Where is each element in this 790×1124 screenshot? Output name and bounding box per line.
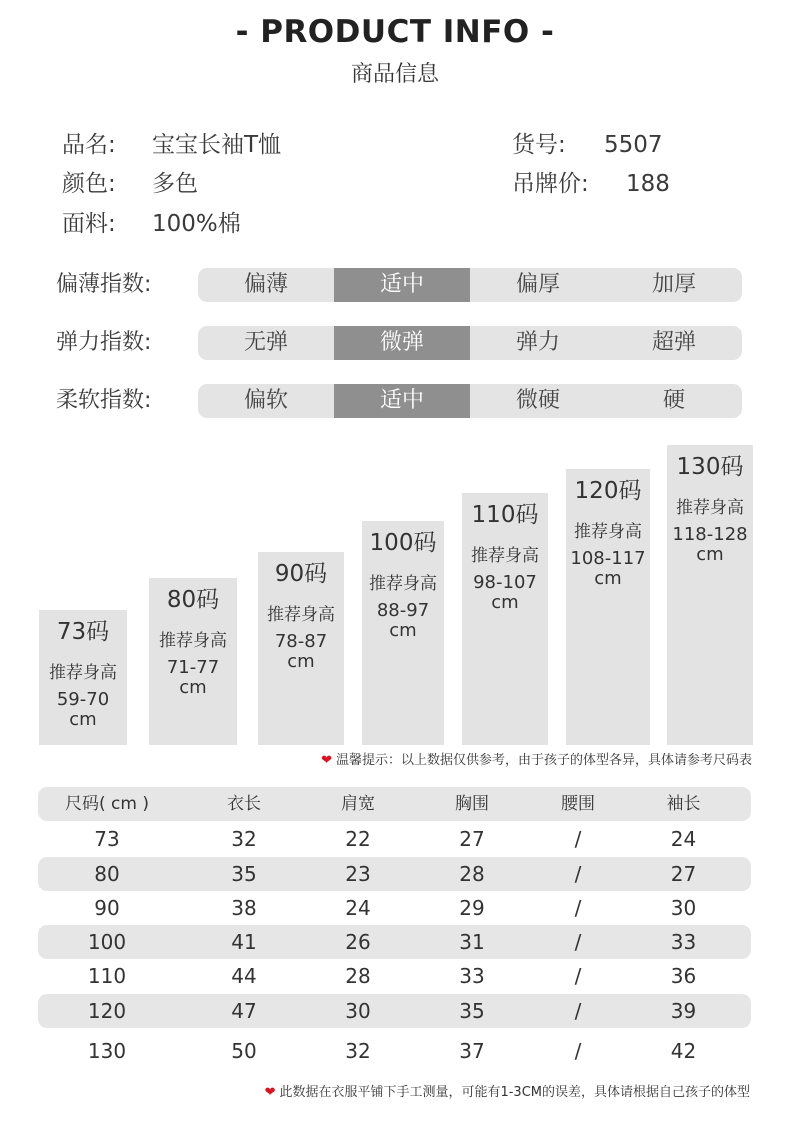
table-cell: 35 [459,999,485,1023]
title-cn: 商品信息 [350,62,439,87]
table-cell: 22 [345,827,371,851]
table-header-cell: 衣长 [227,794,261,814]
height-range: 59-70 [56,689,110,710]
table-cell: / [574,1039,582,1063]
info-name-label: 品名: [62,132,116,158]
index-option: 加厚 [651,272,696,297]
table-cell: 27 [670,862,697,886]
table-cell: 32 [345,1039,371,1063]
info-sku-value: 5507 [604,132,663,158]
heart-icon: ❤ [321,753,332,768]
table-cell: / [574,827,582,851]
recommend-label: 推荐身高 [676,498,744,518]
table-cell: 90 [94,896,120,920]
table-header-cell: 胸围 [455,794,489,814]
index-label: 偏薄指数: [56,272,152,297]
size-box [149,578,237,745]
heart-icon: ❤ [264,1085,276,1100]
info-price-label: 吊牌价: [512,171,589,197]
table-cell: 32 [231,827,257,851]
table-cell: / [574,862,582,886]
size-label: 110码 [471,502,539,528]
size-box [566,469,650,745]
table-cell: 24 [345,896,371,920]
height-range: 108-117 [570,548,646,569]
table-header-cell: 腰围 [561,794,595,814]
table-row [38,959,751,993]
index-bar [198,268,742,302]
measure-note-text: 此数据在衣服平铺下手工测量，可能有1-3CM的误差，具体请根据自己孩子的体型 [279,1085,750,1100]
size-box [667,445,753,745]
measure-note [265,1083,750,1103]
info-color-value: 多色 [152,171,198,197]
size-label: 90码 [274,561,328,587]
index-option-selected: 适中 [334,268,470,302]
table-cell: 37 [459,1039,485,1063]
table-cell: / [574,896,582,920]
index-label: 柔软指数: [56,388,152,413]
height-range: 78-87 [274,631,328,652]
table-row [38,925,751,959]
table-cell: 30 [345,999,371,1023]
table-cell: 29 [459,896,485,920]
size-box [258,552,344,745]
height-range: 71-77 [166,657,220,678]
size-note-text: 温馨提示：以上数据仅供参考，由于孩子的体型各异，具体请参考尺码表 [335,753,752,768]
height-unit: cm [491,592,519,613]
size-label: 130码 [676,454,744,480]
index-option: 超弹 [651,330,696,355]
size-label: 80码 [166,587,220,613]
table-cell: 33 [670,930,697,954]
size-box [39,610,127,745]
table-cell: / [574,964,582,988]
height-unit: cm [594,568,622,589]
table-cell: 41 [231,930,257,954]
table-cell: 27 [459,827,485,851]
index-option-selected: 微弹 [334,326,470,360]
table-cell: 30 [670,896,697,920]
table-cell: / [574,999,582,1023]
table-cell: 38 [231,896,257,920]
table-header-cell: 袖长 [666,794,701,814]
table-cell: 130 [87,1039,127,1063]
table-cell: 33 [459,964,485,988]
info-name-value: 宝宝长袖T恤 [152,132,282,158]
table-cell: 50 [231,1039,257,1063]
recommend-label: 推荐身高 [49,663,117,683]
table-row [38,994,751,1028]
table-cell: 44 [231,964,257,988]
index-option: 弹力 [515,330,560,355]
index-label: 弹力指数: [56,330,152,355]
table-cell: 47 [231,999,257,1023]
table-cell: 23 [345,862,371,886]
table-cell: 35 [231,862,257,886]
table-header-cell: 尺码( cm ) [65,794,149,814]
info-color-label: 颜色: [62,171,116,197]
table-row [38,1034,751,1068]
size-box [462,493,548,745]
height-unit: cm [287,651,315,672]
table-row [38,891,751,925]
table-cell: 36 [670,964,697,988]
height-unit: cm [696,544,724,565]
recommend-label: 推荐身高 [574,522,642,542]
recommend-label: 推荐身高 [159,631,227,651]
table-cell: / [574,930,582,954]
title-en: - PRODUCT INFO - [235,14,555,50]
table-cell: 100 [87,930,127,954]
size-label: 120码 [574,478,642,504]
index-option: 无弹 [243,330,288,355]
table-cell: 110 [87,964,127,988]
height-range: 88-97 [376,600,430,621]
info-color [62,167,198,201]
table-cell: 80 [94,862,120,886]
table-row [38,857,751,891]
table-cell: 73 [94,827,120,851]
table-cell: 24 [670,827,697,851]
size-note [321,751,752,771]
recommend-label: 推荐身高 [471,546,539,566]
table-cell: 31 [459,930,485,954]
table-cell: 42 [670,1039,697,1063]
height-range: 118-128 [672,524,748,545]
index-bar [198,384,742,418]
index-option: 偏厚 [515,272,560,297]
size-label: 73码 [56,619,110,645]
info-fabric-value: 100%棉 [152,211,241,237]
index-bar [198,326,742,360]
info-fabric [62,207,241,241]
index-option: 偏薄 [243,272,288,297]
table-cell: 28 [345,964,371,988]
index-option-selected: 适中 [334,384,470,418]
info-fabric-label: 面料: [62,211,116,237]
table-row [38,822,751,856]
size-box [362,521,444,745]
height-unit: cm [389,620,417,641]
index-option: 微硬 [515,388,560,413]
info-sku-label: 货号: [512,132,566,158]
table-cell: 39 [670,999,697,1023]
table-cell: 26 [345,930,371,954]
height-unit: cm [179,677,207,698]
table-header-cell: 肩宽 [341,794,375,814]
table-header-row [38,787,751,821]
height-range: 98-107 [473,572,537,593]
height-unit: cm [69,709,97,730]
index-option: 偏软 [243,388,288,413]
info-price [512,167,670,201]
table-cell: 28 [459,862,485,886]
size-label: 100码 [369,530,437,556]
info-sku [512,128,663,162]
recommend-label: 推荐身高 [369,574,437,594]
table-cell: 120 [87,999,127,1023]
index-option: 硬 [662,388,685,413]
recommend-label: 推荐身高 [267,605,335,625]
info-name [62,128,281,162]
info-price-value: 188 [626,171,670,197]
